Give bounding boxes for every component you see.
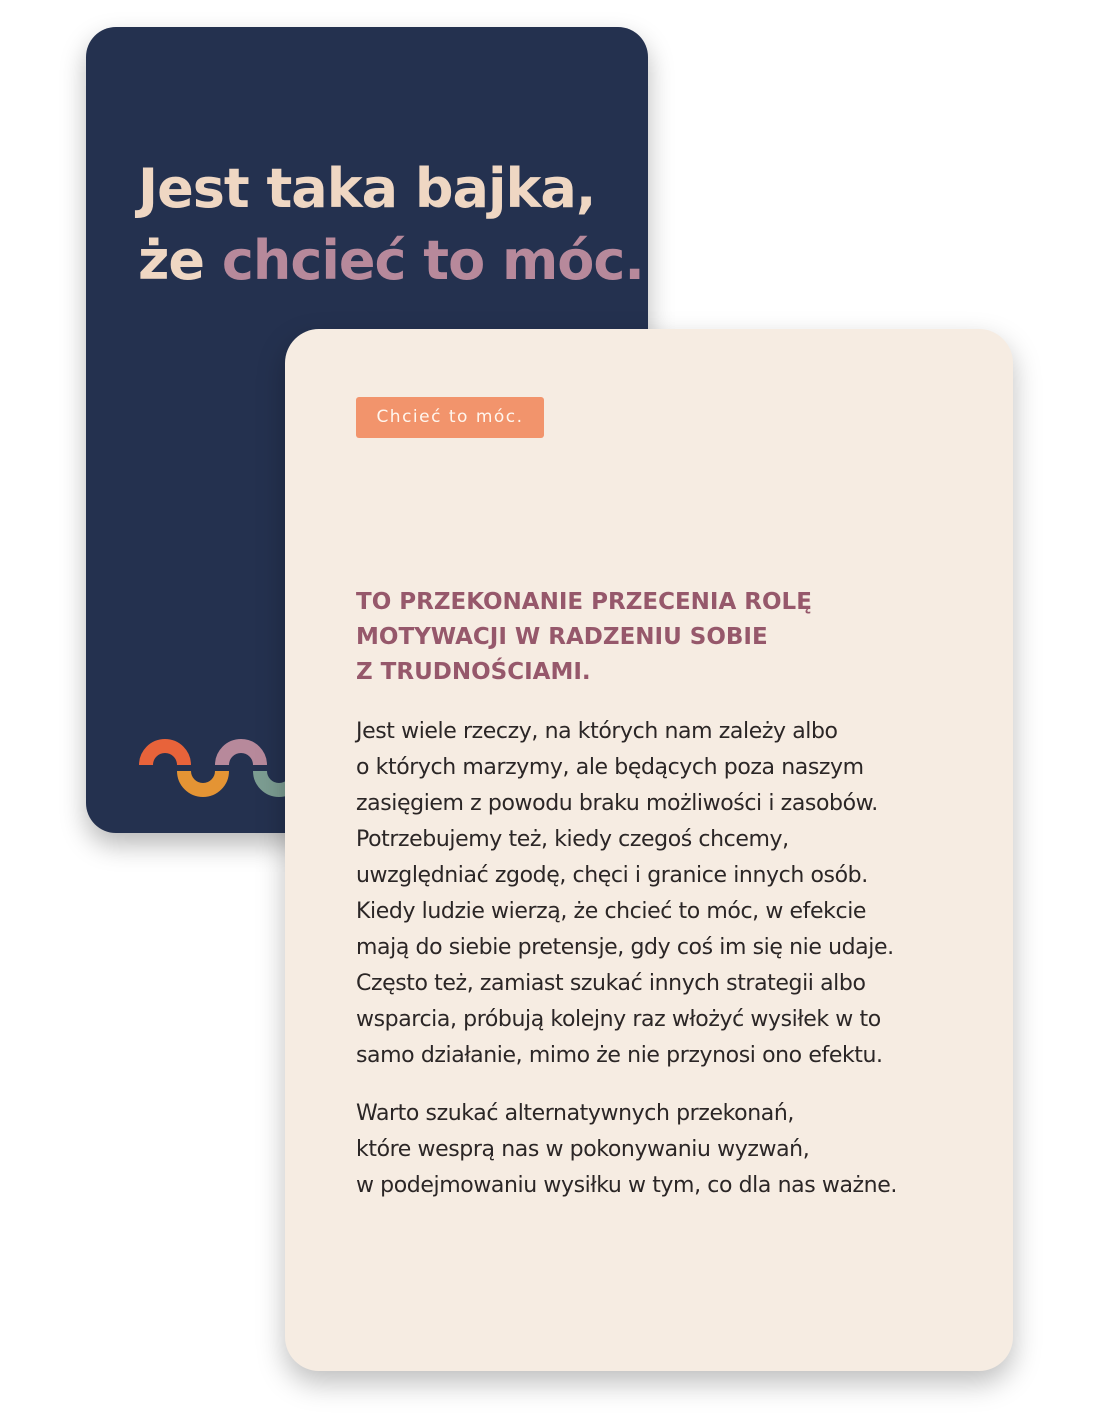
back-title-line-2-accent: chcieć to móc. (221, 229, 644, 292)
body-paragraph-2 (356, 1096, 976, 1204)
paragraph-line: samo działanie, mimo że nie przynosi ono efektu. (356, 1043, 883, 1068)
category-tag: Chcieć to móc. (356, 397, 544, 438)
heading-line: MOTYWACJI W RADZENIU SOBIE (356, 624, 768, 650)
heading-line: Z TRUDNOŚCIAMI. (356, 659, 591, 685)
body-paragraph-1 (356, 714, 976, 1074)
paragraph-line: uwzględniać zgodę, chęci i granice innych osób. (356, 863, 868, 888)
back-title-line-1: Jest taka bajka, (138, 157, 596, 220)
paragraph-line: w podejmowaniu wysiłku w tym, co dla nas ważne. (356, 1173, 897, 1198)
paragraph-line: Często też, zamiast szukać innych strategii albo (356, 971, 866, 996)
paragraph-line: Warto szukać alternatywnych przekonań, (356, 1101, 794, 1126)
paragraph-line: o których marzymy, ale będących poza naszym (356, 755, 864, 780)
paragraph-line: wsparcia, próbują kolejny raz włożyć wysiłek w to (356, 1007, 881, 1032)
back-card-title (138, 153, 644, 297)
heading-line: TO PRZEKONANIE PRZECENIA ROLĘ (356, 589, 812, 615)
front-card (285, 329, 1013, 1371)
wave-cup-1 (184, 771, 222, 790)
wave-arch-1 (146, 746, 184, 765)
back-title-line-2-prefix: że (138, 229, 205, 292)
paragraph-line: Jest wiele rzeczy, na których nam zależy albo (356, 719, 838, 744)
paragraph-line: zasięgiem z powodu braku możliwości i zasobów. (356, 791, 878, 816)
wave-arch-2 (222, 746, 260, 765)
paragraph-line: Kiedy ludzie wierzą, że chcieć to móc, w efekcie (356, 899, 867, 924)
paragraph-line: które wesprą nas w pokonywaniu wyzwań, (356, 1137, 810, 1162)
paragraph-line: Potrzebujemy też, kiedy czegoś chcemy, (356, 827, 789, 852)
card-heading (356, 585, 936, 690)
paragraph-line: mają do siebie pretensje, gdy coś im się nie udaje. (356, 935, 894, 960)
